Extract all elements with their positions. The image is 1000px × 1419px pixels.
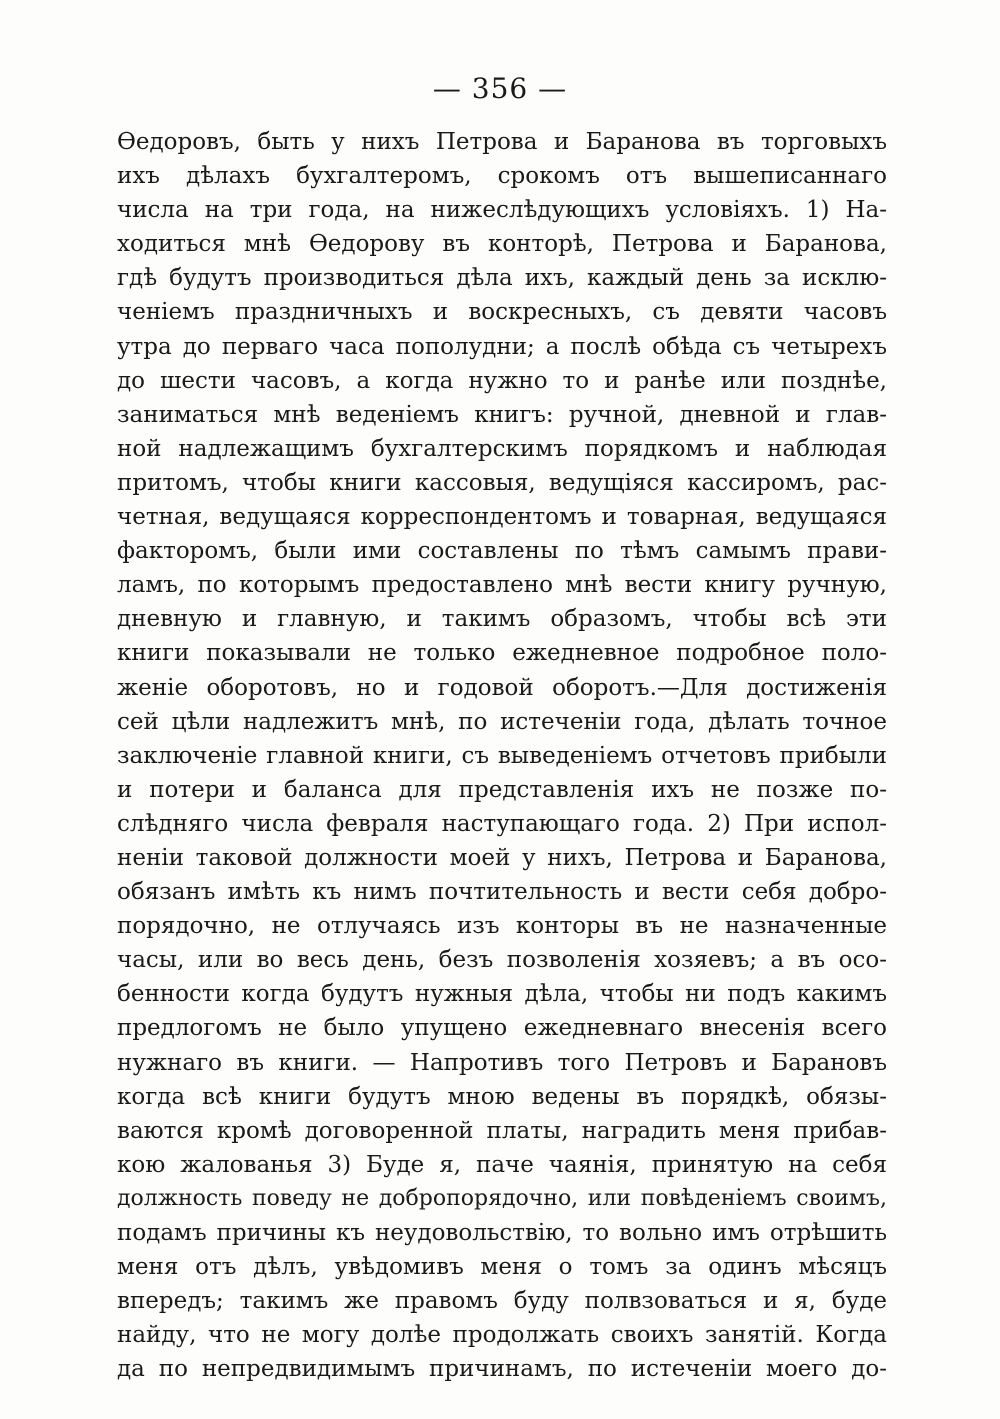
- text-line: ной надлежащимъ бухгалтерскимъ порядкомъ и наблюдая: [117, 435, 887, 462]
- text-line: Өедоровъ, быть у нихъ Петрова и Баранова въ торговыхъ: [117, 129, 887, 155]
- text-line: заниматься мнѣ веденіемъ книгъ: ручной, дневной и глав-: [117, 401, 887, 428]
- text-line: до шести часовъ, а когда нужно то и ранѣе или позднѣе,: [117, 367, 887, 394]
- text-line: ходиться мнѣ Өедорову въ конторѣ, Петрова и Баранова,: [117, 231, 887, 258]
- text-line: часы, или во весь день, безъ позволенія хозяевъ; а въ осо-: [117, 947, 887, 974]
- body-text: [117, 125, 887, 1386]
- text-line: порядочно, не отлучаясь изъ конторы въ не назначенные: [117, 913, 887, 940]
- text-line: неніи таковой должности моей у нихъ, Петрова и Баранова,: [117, 844, 887, 871]
- text-line: и потери и баланса для представленія ихъ не позже по-: [117, 776, 887, 803]
- text-line: меня отъ дѣлъ, увѣдомивъ меня о томъ за одинъ мѣсяцъ: [117, 1254, 887, 1281]
- text-line: да по непредвидимымъ причинамъ, по истеченіи моего до-: [117, 1356, 887, 1383]
- text-line: гдѣ будутъ производиться дѣла ихъ, каждый день за исклю-: [117, 265, 887, 292]
- text-line: ченіемъ праздничныхъ и воскресныхъ, съ девяти часовъ: [117, 299, 887, 326]
- text-line: ламъ, по которымъ предоставлено мнѣ вести книгу ручную,: [117, 572, 887, 599]
- page-number: — 356 —: [432, 72, 568, 105]
- text-line: заключеніе главной книги, съ выведеніемъ отчетовъ прибыли: [117, 742, 887, 769]
- text-line: найду, что не могу долѣе продолжать своихъ занятій. Когда: [117, 1322, 887, 1349]
- text-line: факторомъ, были ими составлены по тѣмъ самымъ прави-: [117, 538, 887, 565]
- text-line: числа на три года, на нижеслѣдующихъ условіяхъ. 1) На-: [117, 197, 887, 224]
- text-line: ваются кромѣ договоренной платы, наградить меня прибав-: [117, 1117, 887, 1144]
- text-line: обязанъ имѣть къ нимъ почтительность и вести себя добро-: [117, 879, 887, 906]
- text-line: дневную и главную, и такимъ образомъ, чтобы всѣ эти: [117, 606, 887, 633]
- text-line: предлогомъ не было упущено ежедневнаго внесенія всего: [117, 1015, 887, 1042]
- text-line: четная, ведущаяся корреспондентомъ и товарная, ведущаяся: [117, 504, 887, 531]
- text-line: когда всѣ книги будутъ мною ведены въ порядкѣ, обязы-: [117, 1083, 887, 1110]
- text-line: утра до перваго часа пополудни; а послѣ обѣда съ четырехъ: [117, 333, 887, 360]
- text-line: кою жалованья 3) Буде я, паче чаянія, принятую на себя: [117, 1151, 887, 1178]
- text-line: слѣдняго числа февраля наступающаго года. 2) При испол-: [117, 810, 887, 837]
- text-line: впередъ; такимъ же правомъ буду полвзоваться и я, буде: [117, 1288, 887, 1315]
- text-line: нужнаго въ книги. — Напротивъ того Петровъ и Барановъ: [117, 1049, 887, 1076]
- text-line: книги показывали не только ежедневное подробное поло-: [117, 640, 887, 667]
- text-line: бенности когда будутъ нужныя дѣла, чтобы ни подъ какимъ: [117, 981, 887, 1008]
- text-line: притомъ, чтобы книги кассовыя, ведущіяся кассиромъ, рас-: [117, 469, 887, 496]
- text-line: ихъ дѣлахъ бухгалтеромъ, срокомъ отъ вышеписаннаго: [117, 163, 887, 190]
- text-line: женіе оборотовъ, но и годовой оборотъ.—Для достиженія: [117, 674, 887, 701]
- text-line: сей цѣли надлежитъ мнѣ, по истеченіи года, дѣлать точное: [117, 708, 887, 735]
- text-line: должность поведу не добропорядочно, или повѣденіемъ своимъ,: [117, 1185, 887, 1211]
- text-line: подамъ причины къ неудовольствію, то вольно имъ отрѣшить: [117, 1220, 887, 1246]
